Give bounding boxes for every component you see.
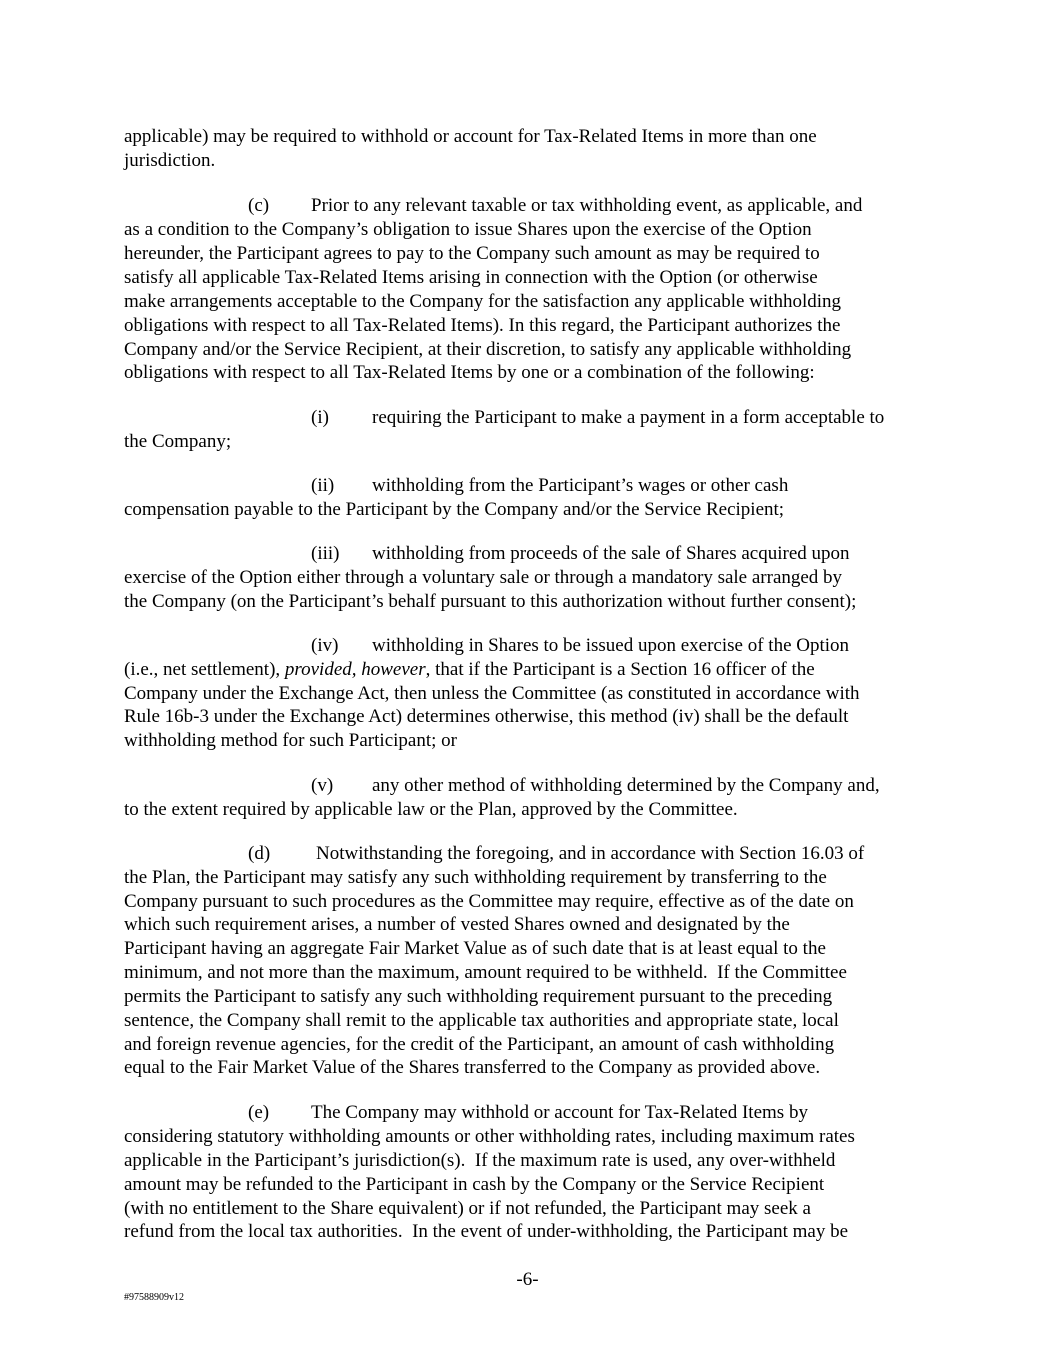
text-line: Prior to any relevant taxable or tax withholding event, as applicable, and bbox=[311, 195, 863, 216]
text-line: minimum, and not more than the maximum, amount required to be withheld. If the Committee bbox=[124, 962, 847, 983]
text-line: hereunder, the Participant agrees to pay to the Company such amount as may be required to bbox=[124, 243, 820, 264]
text-line: Company pursuant to such procedures as the Committee may require, effective as of the date on bbox=[124, 891, 854, 912]
text-line: applicable in the Participant’s jurisdiction(s). If the maximum rate is used, any over-withheld bbox=[124, 1150, 836, 1171]
text-line: Rule 16b-3 under the Exchange Act) determines otherwise, this method (iv) shall be the default bbox=[124, 706, 849, 727]
text-line: withholding from the Participant’s wages or other cash bbox=[372, 475, 789, 496]
text-line: (with no entitlement to the Share equivalent) or if not refunded, the Participant may seek a bbox=[124, 1198, 811, 1219]
italic-term: provided, however bbox=[284, 659, 426, 680]
text-line: Notwithstanding the foregoing, and in accordance with Section 16.03 of bbox=[316, 843, 865, 864]
text-line: satisfy all applicable Tax-Related Items arising in connection with the Option (or otherwise bbox=[124, 267, 818, 288]
text-line: make arrangements acceptable to the Company for the satisfaction any applicable withholding bbox=[124, 291, 841, 312]
text-line: withholding in Shares to be issued upon exercise of the Option bbox=[372, 635, 850, 656]
text-line: which such requirement arises, a number of vested Shares owned and designated by the bbox=[124, 914, 790, 935]
text-line: withholding from proceeds of the sale of Shares acquired upon bbox=[372, 543, 850, 564]
text-line: compensation payable to the Participant by the Company and/or the Service Recipient; bbox=[124, 499, 785, 520]
paragraph-label: (d) bbox=[248, 843, 271, 864]
text-line: jurisdiction. bbox=[124, 150, 216, 171]
text-line: Company and/or the Service Recipient, at their discretion, to satisfy any applicable withholding bbox=[124, 339, 852, 360]
text-run: (i.e., net settlement), bbox=[124, 659, 285, 680]
paragraph-label: (e) bbox=[248, 1102, 270, 1123]
paragraph-label: (c) bbox=[248, 195, 270, 216]
text-line: applicable) may be required to withhold or account for Tax-Related Items in more than one bbox=[124, 126, 817, 147]
text-line: refund from the local tax authorities. In the event of under-withholding, the Participant may be bbox=[124, 1221, 849, 1242]
text-line: withholding method for such Participant; or bbox=[124, 730, 457, 751]
text-line: the Company; bbox=[124, 431, 232, 452]
text-line: Participant having an aggregate Fair Market Value as of such date that is at least equal to the bbox=[124, 938, 826, 959]
text-line: and foreign revenue agencies, for the credit of the Participant, an amount of cash withholding bbox=[124, 1034, 835, 1055]
text-line: the Plan, the Participant may satisfy any such withholding requirement by transferring to the bbox=[124, 867, 827, 888]
text-line: considering statutory withholding amounts or other withholding rates, including maximum rates bbox=[124, 1126, 855, 1147]
text-line: exercise of the Option either through a voluntary sale or through a mandatory sale arranged by bbox=[124, 567, 843, 588]
text-line: equal to the Fair Market Value of the Shares transferred to the Company as provided above. bbox=[124, 1057, 821, 1078]
text-line: Company under the Exchange Act, then unless the Committee (as constituted in accordance with bbox=[124, 683, 860, 704]
item-label: (iii) bbox=[311, 543, 340, 564]
item-label: (i) bbox=[311, 407, 329, 428]
text-line: The Company may withhold or account for Tax-Related Items by bbox=[311, 1102, 808, 1123]
text-line: requiring the Participant to make a payment in a form acceptable to bbox=[372, 407, 885, 428]
text-line: permits the Participant to satisfy any such withholding requirement pursuant to the preceding bbox=[124, 986, 833, 1007]
text-line: obligations with respect to all Tax-Related Items). In this regard, the Participant authorizes the bbox=[124, 315, 841, 336]
text-line: amount may be refunded to the Participant in cash by the Company or the Service Recipient bbox=[124, 1174, 825, 1195]
text-run: , that if the Participant is a Section 16 officer of the bbox=[425, 659, 815, 680]
text-line: any other method of withholding determined by the Company and, bbox=[372, 775, 880, 796]
text-line: sentence, the Company shall remit to the applicable tax authorities and appropriate state, local bbox=[124, 1010, 839, 1031]
text-line: obligations with respect to all Tax-Related Items by one or a combination of the following: bbox=[124, 362, 815, 383]
item-label: (ii) bbox=[311, 475, 335, 496]
text-line: to the extent required by applicable law or the Plan, approved by the Committee. bbox=[124, 799, 738, 820]
item-label: (iv) bbox=[311, 635, 339, 656]
text-line: the Company (on the Participant’s behalf pursuant to this authorization without further consent); bbox=[124, 591, 857, 612]
text-line bbox=[124, 658, 815, 682]
item-label: (v) bbox=[311, 775, 334, 796]
page-number: -6- bbox=[516, 1269, 539, 1290]
text-line: as a condition to the Company’s obligation to issue Shares upon the exercise of the Option bbox=[124, 219, 812, 240]
document-id: #97588909v12 bbox=[124, 1292, 184, 1303]
